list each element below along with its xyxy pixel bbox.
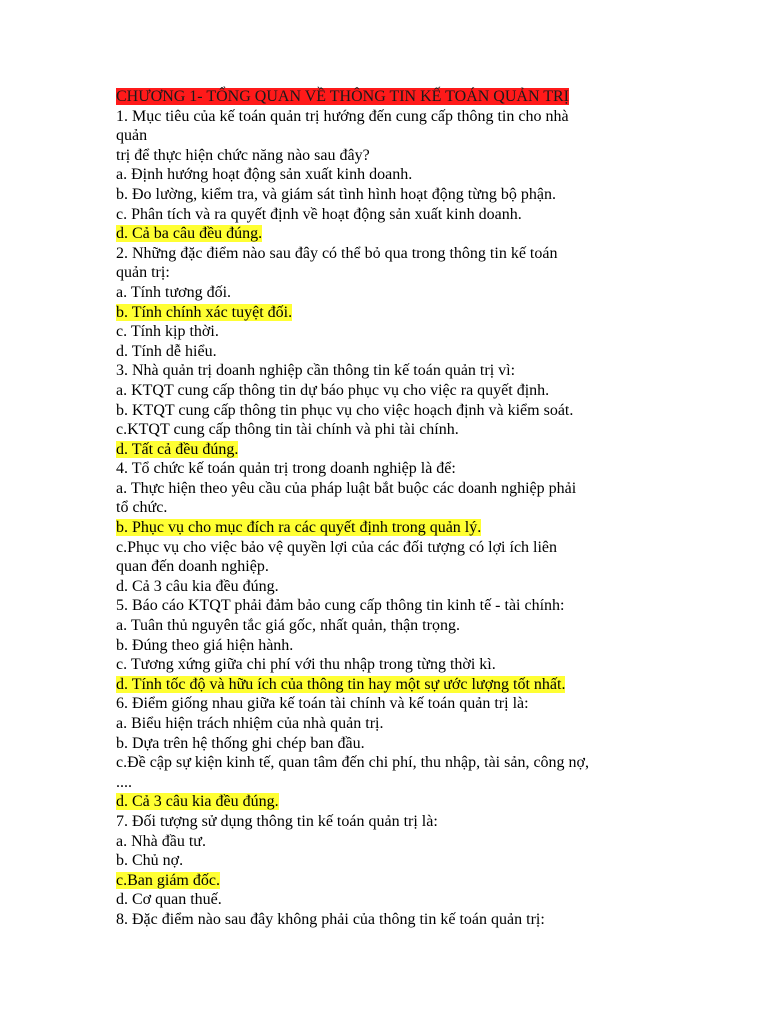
question-4-answer: b. Phục vụ cho mục đích ra các quyết định trong quản lý. <box>116 519 482 537</box>
question-2-option-c: c. Tính kịp thời. <box>116 323 219 341</box>
question-6-line-1: 6. Điểm giống nhau giữa kế toán tài chính và kế toán quản trị là: <box>116 695 529 713</box>
question-4-option-a-line-2: tổ chức. <box>116 499 168 517</box>
question-5-line-1: 5. Báo cáo KTQT phải đảm bảo cung cấp thông tin kinh tế - tài chính: <box>116 597 565 615</box>
question-2-answer: b. Tính chính xác tuyệt đối. <box>116 303 293 321</box>
question-4-answer-line <box>116 518 656 538</box>
question-1-line-2: quản <box>116 127 148 145</box>
question-7-answer-line <box>116 871 656 891</box>
question-5-option-c: c. Tương xứng giữa chi phí với thu nhập trong từng thời kì. <box>116 656 496 674</box>
question-4-line-1: 4. Tổ chức kế toán quản trị trong doanh nghiệp là để: <box>116 460 456 478</box>
question-2-option-d: d. Tính dễ hiểu. <box>116 342 217 360</box>
question-1-option-c: c. Phân tích và ra quyết định về hoạt động sản xuất kinh doanh. <box>116 205 522 223</box>
question-5-answer-line <box>116 675 656 695</box>
question-7-option-a: a. Nhà đầu tư. <box>116 832 206 850</box>
document-page <box>116 87 656 930</box>
question-1-line-3: trị để thực hiện chức năng nào sau đây? <box>116 146 370 164</box>
question-3-option-c: c.KTQT cung cấp thông tin tài chính và phi tài chính. <box>116 421 459 439</box>
question-4-option-c-line-2: quan đến doanh nghiệp. <box>116 558 269 576</box>
question-5-option-b: b. Đúng theo giá hiện hành. <box>116 636 294 654</box>
question-6-option-b: b. Dựa trên hệ thống ghi chép ban đầu. <box>116 734 365 752</box>
question-1-line-1: 1. Mục tiêu của kế toán quản trị hướng đến cung cấp thông tin cho nhà <box>116 107 569 125</box>
question-4-option-c-line-1: c.Phục vụ cho việc bảo vệ quyền lợi của các đối tượng có lợi ích liên <box>116 538 558 556</box>
question-1-option-a: a. Định hướng hoạt động sản xuất kinh doanh. <box>116 166 413 184</box>
chapter-title-line <box>116 87 656 107</box>
question-6-answer-line <box>116 792 656 812</box>
question-6-option-c-line-2: .... <box>116 773 132 791</box>
question-6-answer: d. Cả 3 câu kia đều đúng. <box>116 793 279 811</box>
question-3-answer-line <box>116 440 656 460</box>
question-7-answer: c.Ban giám đốc. <box>116 871 220 889</box>
question-6-option-a: a. Biểu hiện trách nhiệm của nhà quản trị. <box>116 715 384 732</box>
question-5-option-a: a. Tuân thủ nguyên tắc giá gốc, nhất quản, thận trọng. <box>116 617 460 635</box>
question-8-line-1: 8. Đặc điểm nào sau đây không phải của thông tin kế toán quản trị: <box>116 910 545 928</box>
question-7-option-d: d. Cơ quan thuế. <box>116 891 222 909</box>
question-6-option-c-line-1: c.Đề cập sự kiện kinh tế, quan tâm đến chi phí, thu nhập, tài sản, công nợ, <box>116 754 590 772</box>
question-2-answer-line <box>116 303 656 323</box>
question-5-answer: d. Tính tốc độ và hữu ích của thông tin hay một sự ước lượng tốt nhất. <box>116 675 566 693</box>
question-3-option-a: a. KTQT cung cấp thông tin dự báo phục vụ cho việc ra quyết định. <box>116 381 550 399</box>
question-2-option-a: a. Tính tương đối. <box>116 283 232 301</box>
question-3-line-1: 3. Nhà quản trị doanh nghiệp cần thông tin kế toán quản trị vì: <box>116 362 516 380</box>
question-1-option-b: b. Đo lường, kiểm tra, và giám sát tình hình hoạt động từng bộ phận. <box>116 185 556 203</box>
question-3-option-b: b. KTQT cung cấp thông tin phục vụ cho việc hoạch định và kiểm soát. <box>116 401 574 419</box>
question-7-option-b: b. Chủ nợ. <box>116 852 184 870</box>
question-7-line-1: 7. Đối tượng sử dụng thông tin kế toán quản trị là: <box>116 812 438 830</box>
question-1-answer-line <box>116 224 656 244</box>
question-2-line-1: 2. Những đặc điểm nào sau đây có thể bỏ qua trong thông tin kế toán <box>116 244 558 262</box>
question-3-answer: d. Tất cả đều đúng. <box>116 440 239 458</box>
question-1-answer: d. Cả ba câu đều đúng. <box>116 225 263 243</box>
chapter-title: CHƯƠNG 1- TỔNG QUAN VỀ THÔNG TIN KẾ TOÁN QUẢN TRỊ <box>116 88 569 105</box>
question-2-line-2: quản trị: <box>116 264 170 282</box>
question-4-option-d: d. Cả 3 câu kia đều đúng. <box>116 577 279 595</box>
question-4-option-a-line-1: a. Thực hiện theo yêu cầu của pháp luật bắt buộc các doanh nghiệp phải <box>116 479 577 497</box>
